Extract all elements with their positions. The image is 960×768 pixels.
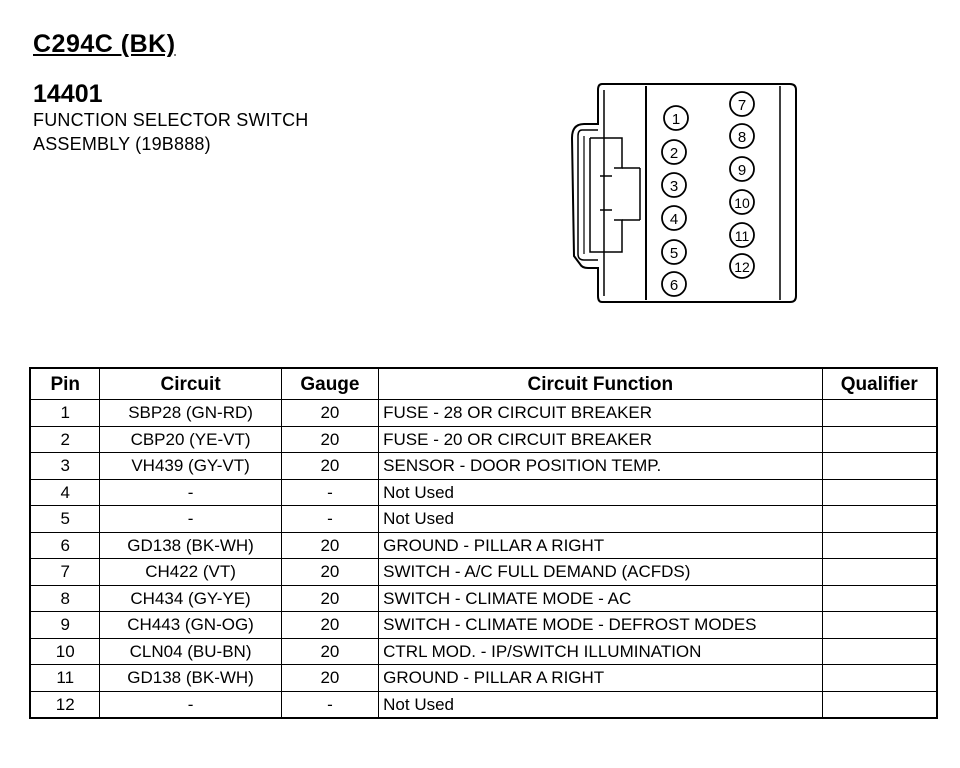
table-row: [30, 426, 937, 453]
gauge-cell: -: [281, 691, 378, 718]
circuit-function-cell: GROUND - PILLAR A RIGHT: [379, 665, 822, 692]
pin-6-circle: [662, 272, 686, 296]
pin-cell: 1: [30, 400, 100, 427]
qualifier-cell: [822, 453, 937, 480]
table-row: [30, 400, 937, 427]
table-row: [30, 612, 937, 639]
gauge-cell: 20: [281, 612, 378, 639]
circuit-cell: GD138 (BK-WH): [100, 665, 281, 692]
table-row: [30, 532, 937, 559]
circuit-cell: CH434 (GY-YE): [100, 585, 281, 612]
circuit-function-cell: SWITCH - CLIMATE MODE - AC: [379, 585, 822, 612]
circuit-function-cell: GROUND - PILLAR A RIGHT: [379, 532, 822, 559]
qualifier-cell: [822, 612, 937, 639]
header-gauge: Gauge: [281, 368, 378, 400]
pin-cell: 6: [30, 532, 100, 559]
component-description-line1: FUNCTION SELECTOR SWITCH: [33, 110, 309, 130]
table-row: [30, 453, 937, 480]
circuit-cell: SBP28 (GN-RD): [100, 400, 281, 427]
qualifier-cell: [822, 585, 937, 612]
circuit-function-cell: CTRL MOD. - IP/SWITCH ILLUMINATION: [379, 638, 822, 665]
header-pin: Pin: [30, 368, 100, 400]
pin-cell: 7: [30, 559, 100, 586]
gauge-cell: -: [281, 479, 378, 506]
circuit-function-cell: Not Used: [379, 691, 822, 718]
svg-text:12: 12: [734, 259, 750, 275]
header-qualifier: Qualifier: [822, 368, 937, 400]
pin-7-circle: [730, 92, 754, 116]
svg-text:10: 10: [734, 195, 750, 211]
part-number: 14401: [33, 80, 103, 108]
circuit-function-cell: SENSOR - DOOR POSITION TEMP.: [379, 453, 822, 480]
pin-12-circle: [730, 254, 754, 278]
pin-cell: 11: [30, 665, 100, 692]
circuit-cell: -: [100, 506, 281, 533]
qualifier-cell: [822, 400, 937, 427]
circuit-cell: CBP20 (YE-VT): [100, 426, 281, 453]
circuit-function-cell: FUSE - 20 OR CIRCUIT BREAKER: [379, 426, 822, 453]
circuit-cell: CH422 (VT): [100, 559, 281, 586]
pin-cell: 10: [30, 638, 100, 665]
qualifier-cell: [822, 426, 937, 453]
table-row: [30, 479, 937, 506]
connector-face-diagram: [560, 78, 800, 308]
table-row: [30, 638, 937, 665]
header-circuit: Circuit: [100, 368, 281, 400]
svg-text:9: 9: [737, 162, 747, 179]
qualifier-cell: [822, 479, 937, 506]
pin-cell: 2: [30, 426, 100, 453]
table-row: [30, 691, 937, 718]
table-row: [30, 665, 937, 692]
gauge-cell: 20: [281, 638, 378, 665]
circuit-cell: VH439 (GY-VT): [100, 453, 281, 480]
circuit-function-cell: SWITCH - A/C FULL DEMAND (ACFDS): [379, 559, 822, 586]
qualifier-cell: [822, 691, 937, 718]
connector-title: C294C (BK): [33, 30, 176, 58]
circuit-cell: CLN04 (BU-BN): [100, 638, 281, 665]
pin-9-circle: [730, 157, 754, 181]
pin-4-circle: [662, 206, 686, 230]
circuit-cell: CH443 (GN-OG): [100, 612, 281, 639]
qualifier-cell: [822, 532, 937, 559]
svg-text:1: 1: [671, 111, 681, 128]
header-circuit-function: Circuit Function: [379, 368, 822, 400]
table-row: [30, 585, 937, 612]
gauge-cell: 20: [281, 585, 378, 612]
pin-11-circle: [730, 223, 754, 247]
gauge-cell: 20: [281, 665, 378, 692]
pin-cell: 4: [30, 479, 100, 506]
svg-text:4: 4: [669, 211, 679, 228]
pinout-table: [29, 367, 938, 719]
pin-cell: 9: [30, 612, 100, 639]
svg-text:8: 8: [737, 129, 747, 146]
pin-8-circle: [730, 124, 754, 148]
gauge-cell: 20: [281, 400, 378, 427]
qualifier-cell: [822, 559, 937, 586]
table-row: [30, 559, 937, 586]
pin-cell: 3: [30, 453, 100, 480]
pin-3-circle: [662, 173, 686, 197]
qualifier-cell: [822, 638, 937, 665]
circuit-function-cell: SWITCH - CLIMATE MODE - DEFROST MODES: [379, 612, 822, 639]
pin-2-circle: [662, 140, 686, 164]
pin-5-circle: [662, 240, 686, 264]
circuit-function-cell: FUSE - 28 OR CIRCUIT BREAKER: [379, 400, 822, 427]
svg-text:5: 5: [669, 245, 679, 262]
svg-text:3: 3: [669, 178, 679, 195]
svg-text:6: 6: [669, 277, 679, 294]
circuit-function-cell: Not Used: [379, 479, 822, 506]
circuit-function-cell: Not Used: [379, 506, 822, 533]
svg-text:11: 11: [734, 228, 750, 244]
pin-1-circle: [664, 106, 688, 130]
svg-text:7: 7: [737, 97, 747, 114]
circuit-cell: -: [100, 691, 281, 718]
svg-text:2: 2: [669, 145, 679, 162]
gauge-cell: -: [281, 506, 378, 533]
gauge-cell: 20: [281, 426, 378, 453]
pin-cell: 5: [30, 506, 100, 533]
circuit-cell: -: [100, 479, 281, 506]
table-row: [30, 506, 937, 533]
component-description-line2: ASSEMBLY (19B888): [33, 134, 211, 154]
qualifier-cell: [822, 506, 937, 533]
pin-10-circle: [730, 190, 754, 214]
pin-cell: 12: [30, 691, 100, 718]
gauge-cell: 20: [281, 559, 378, 586]
gauge-cell: 20: [281, 453, 378, 480]
qualifier-cell: [822, 665, 937, 692]
table-header-row: [30, 368, 937, 400]
pin-cell: 8: [30, 585, 100, 612]
gauge-cell: 20: [281, 532, 378, 559]
circuit-cell: GD138 (BK-WH): [100, 532, 281, 559]
